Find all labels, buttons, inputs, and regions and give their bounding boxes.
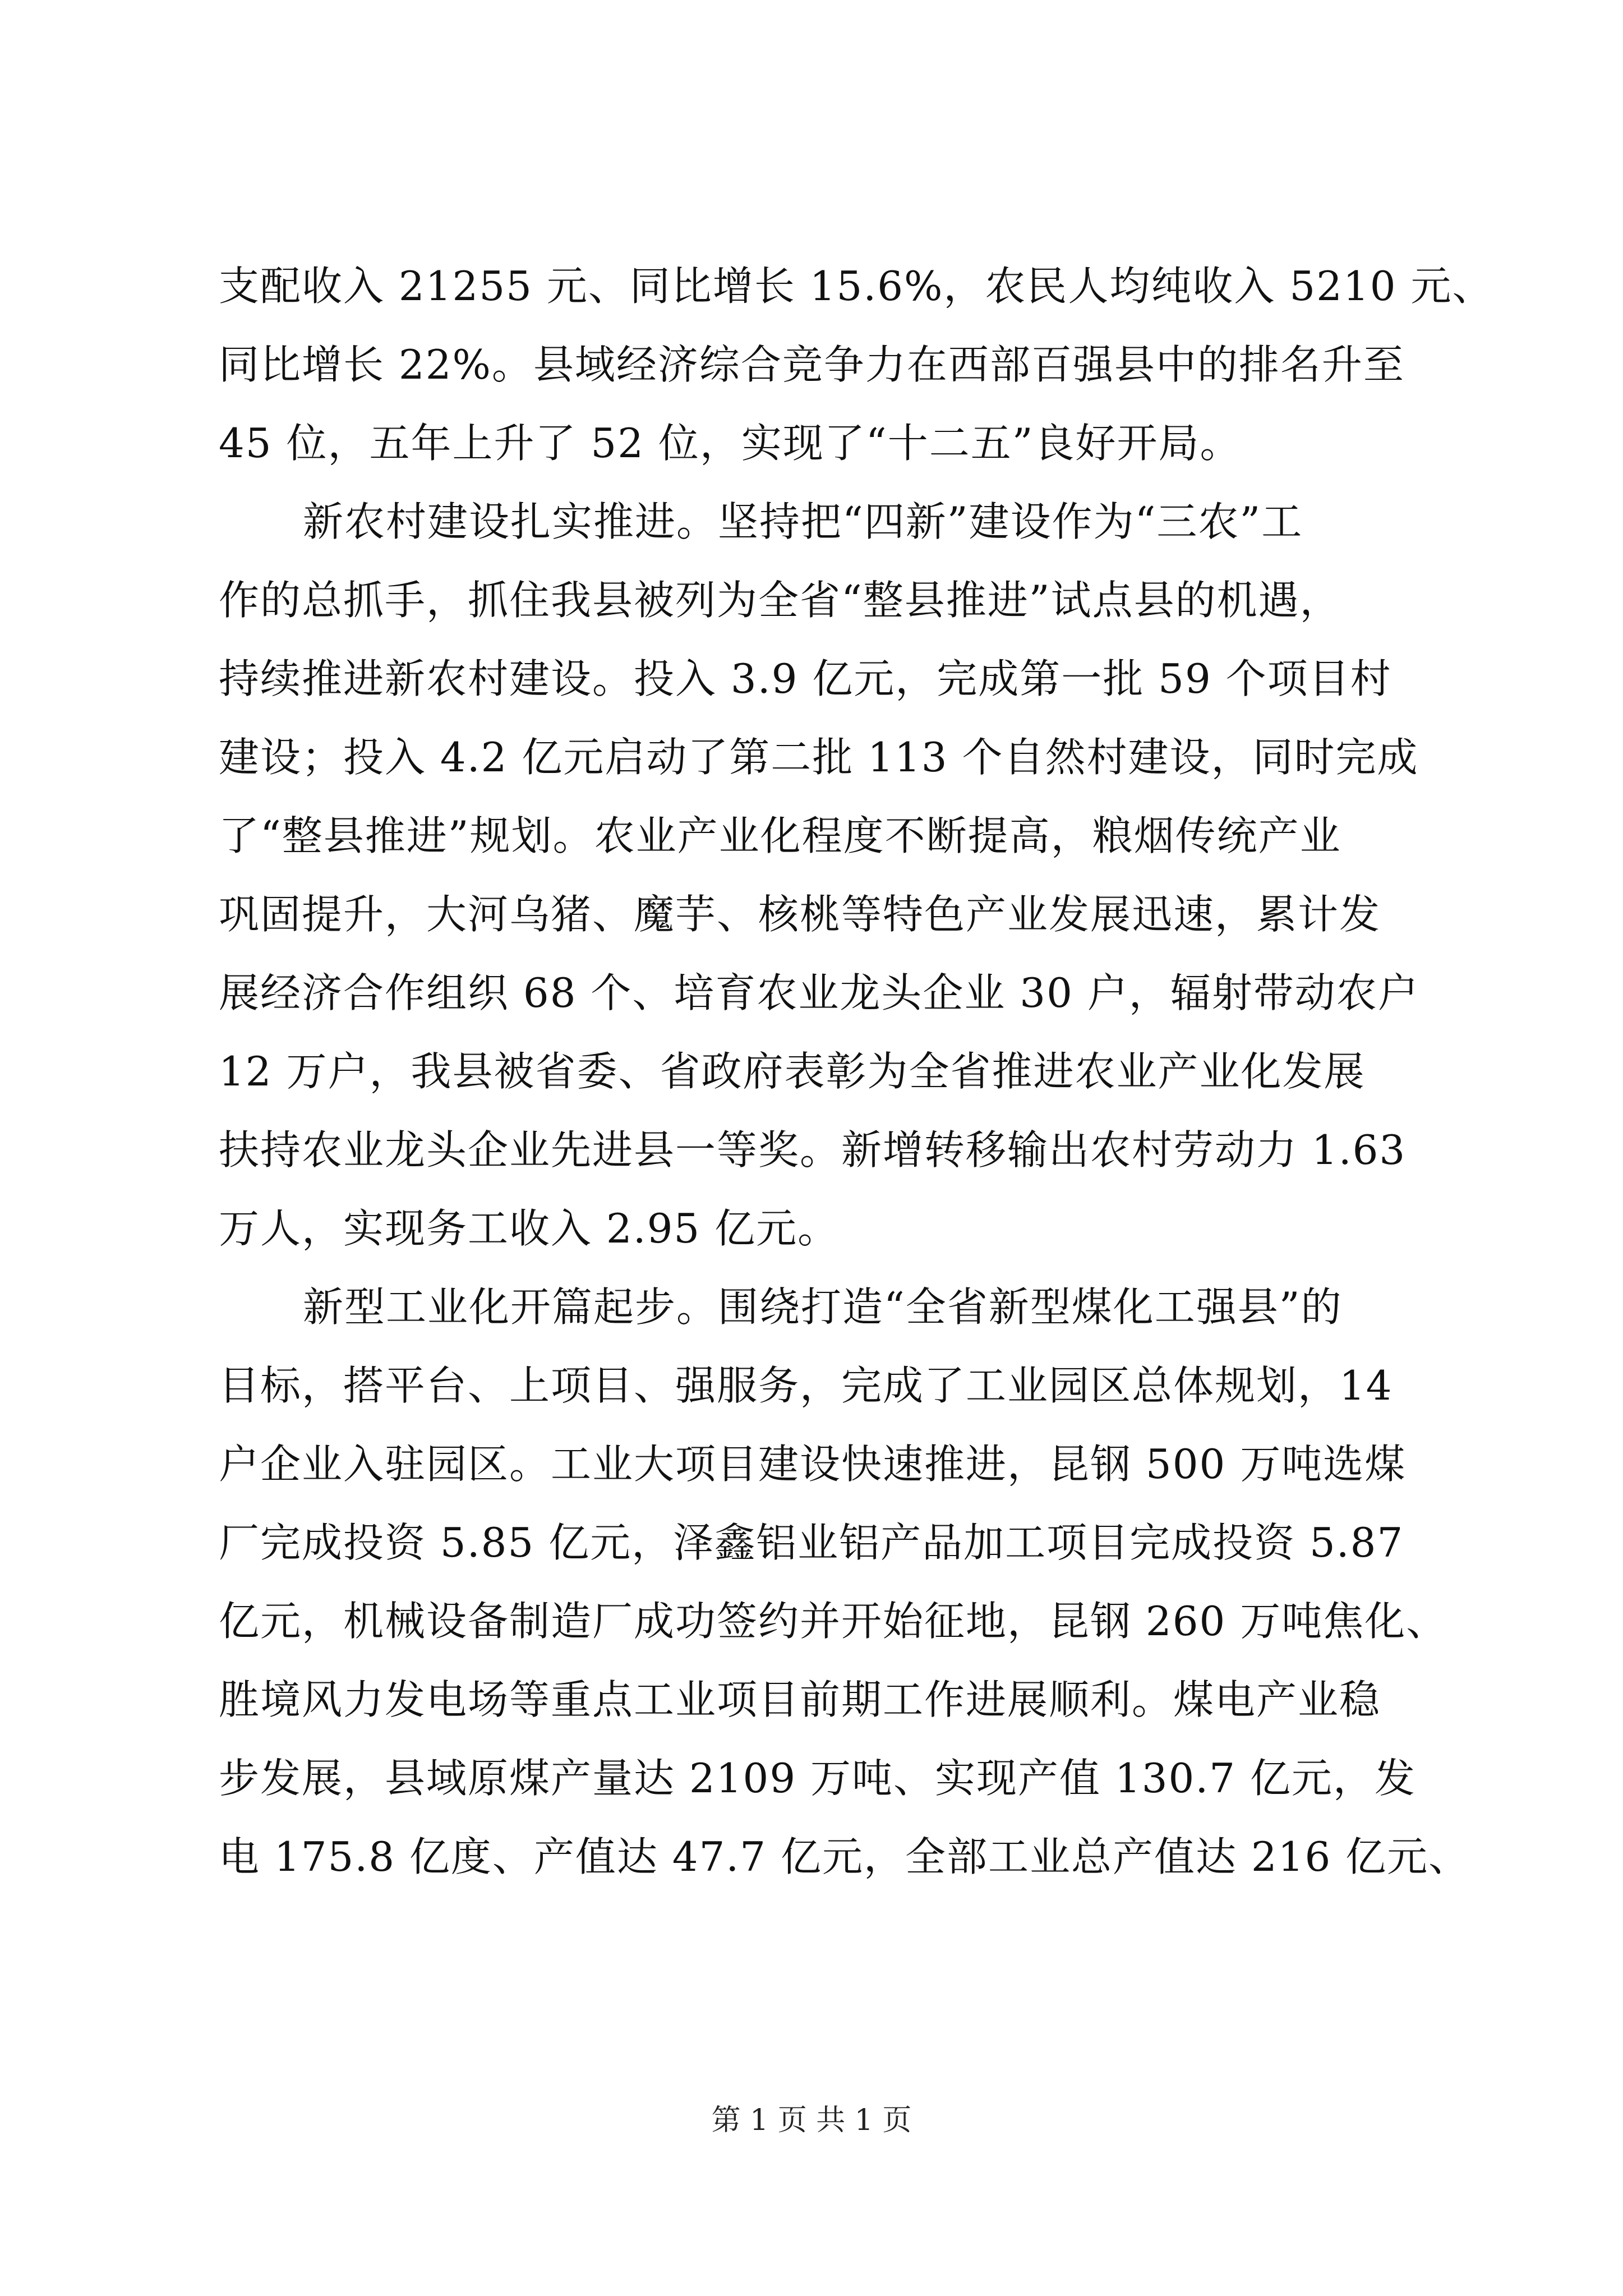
text-line: 厂完成投资 5.85 亿元，泽鑫铝业铝产品加工项目完成投资 5.87 — [219, 1519, 1404, 1566]
text-line: 目标，搭平台、上项目、强服务，完成了工业园区总体规划，14 — [219, 1362, 1393, 1409]
page-number-footer: 第 1 页 共 1 页 — [711, 2104, 912, 2137]
document-body — [219, 247, 1494, 1896]
text-line: 亿元，机械设备制造厂成功签约并开始征地，昆钢 260 万吨焦化、 — [219, 1598, 1448, 1645]
text-line: 万人，实现务工收入 2.95 亿元。 — [219, 1205, 840, 1252]
text-line: 作的总抓手，抓住我县被列为全省“整县推进”试点县的机遇， — [219, 577, 1341, 624]
text-line: 45 位，五年上升了 52 位，实现了“十二五”良好开局。 — [219, 420, 1242, 467]
text-line: 步发展，县域原煤产量达 2109 万吨、实现产值 130.7 亿元，发 — [219, 1755, 1416, 1802]
text-line: 12 万户，我县被省委、省政府表彰为全省推进农业产业化发展 — [219, 1048, 1366, 1095]
text-line: 扶持农业龙头企业先进县一等奖。新增转移输出农村劳动力 1.63 — [219, 1126, 1407, 1174]
text-line: 了“整县推进”规划。农业产业化程度不断提高，粮烟传统产业 — [219, 812, 1341, 859]
text-line: 建设；投入 4.2 亿元启动了第二批 113 个自然村建设，同时完成 — [219, 734, 1419, 781]
paragraph-first-line: 新型工业化开篇起步。围绕打造“全省新型煤化工强县”的 — [303, 1283, 1343, 1331]
paragraph-first-line: 新农村建设扎实推进。坚持把“四新”建设作为“三农”工 — [303, 498, 1303, 545]
text-line: 持续推进新农村建设。投入 3.9 亿元，完成第一批 59 个项目村 — [219, 655, 1392, 702]
text-line: 支配收入 21255 元、同比增长 15.6%，农民人均纯收入 5210 元、 — [219, 263, 1494, 310]
text-line: 展经济合作组织 68 个、培育农业龙头企业 30 户，辐射带动农户 — [219, 969, 1419, 1016]
text-line: 户企业入驻园区。工业大项目建设快速推进，昆钢 500 万吨选煤 — [219, 1441, 1407, 1488]
text-line: 电 175.8 亿度、产值达 47.7 亿元，全部工业总产值达 216 亿元、 — [219, 1833, 1470, 1880]
text-line: 同比增长 22%。县域经济综合竞争力在西部百强县中的排名升至 — [219, 341, 1405, 388]
text-line: 胜境风力发电场等重点工业项目前期工作进展顺利。煤电产业稳 — [219, 1676, 1381, 1723]
text-line: 巩固提升，大河乌猪、魔芋、核桃等特色产业发展迅速，累计发 — [219, 891, 1381, 938]
